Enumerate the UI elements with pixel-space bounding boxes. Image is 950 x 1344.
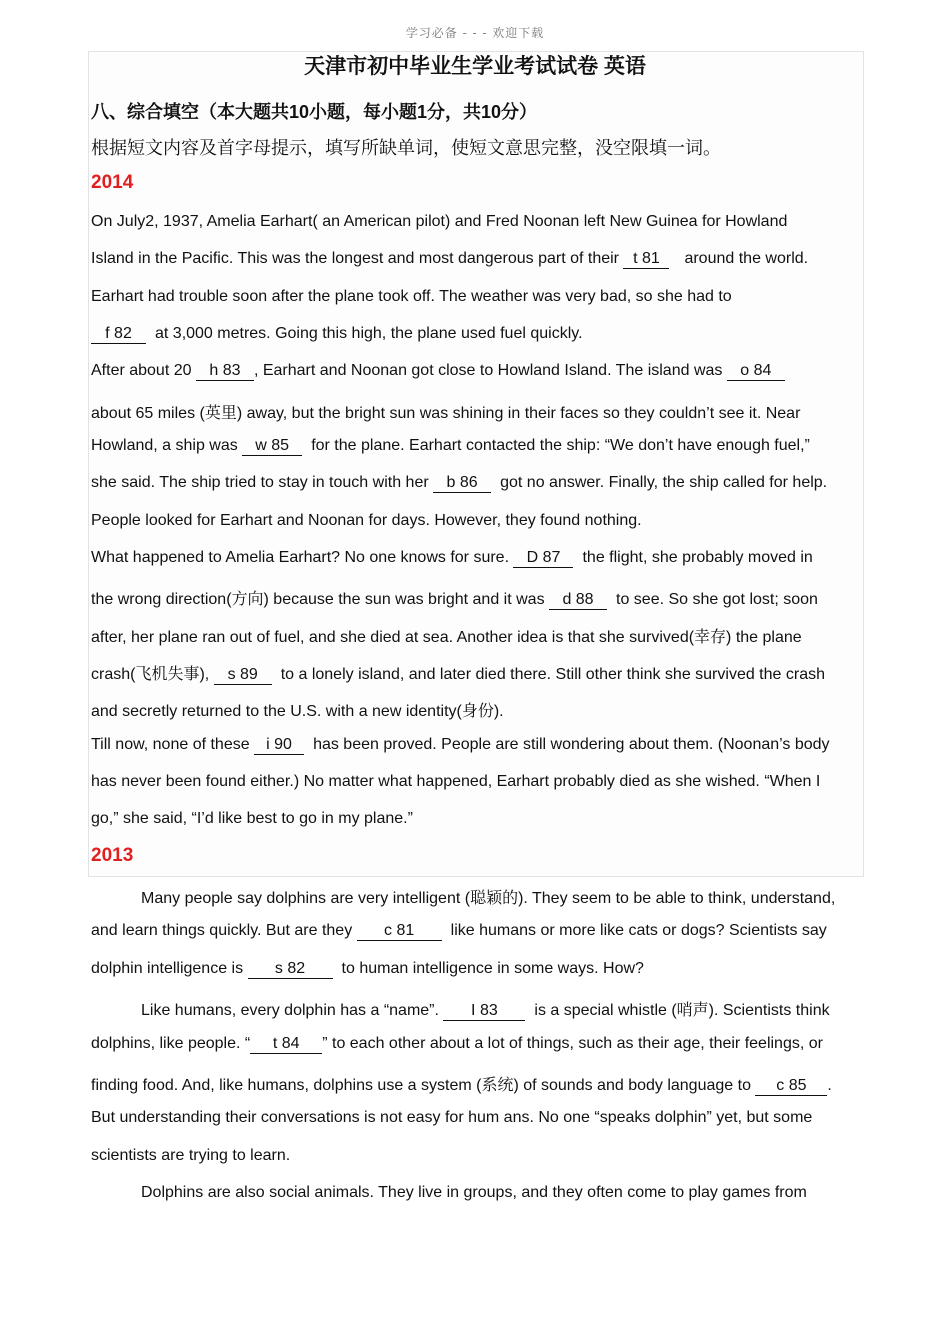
line-text: . bbox=[827, 1077, 832, 1094]
passage-line: Dolphins are also social animals. They live in groups, and they often come to play games from bbox=[141, 1184, 807, 1201]
line-text: has been proved. People are still wondering about them. (Noonan’s body bbox=[313, 736, 830, 753]
passage-line bbox=[91, 549, 813, 568]
passage-line: after, her plane ran out of fuel, and she died at sea. Another idea is that she survived(幸存) the plane bbox=[91, 629, 802, 646]
passage-line: On July2, 1937, Amelia Earhart( an American pilot) and Fred Noonan left New Guinea for Howland bbox=[91, 213, 788, 230]
answer-blank-81[interactable]: c 81 bbox=[357, 922, 442, 941]
line-text: the wrong direction(方向) because the sun was bright and it was bbox=[91, 591, 550, 608]
line-text: ” to each other about a lot of things, such as their age, their feelings, or bbox=[322, 1035, 823, 1052]
line-text: like humans or more like cats or dogs? Scientists say bbox=[450, 922, 827, 939]
line-text: Till now, none of these bbox=[91, 736, 255, 753]
page-title: 天津市初中毕业生学业考试试卷 英语 bbox=[304, 55, 646, 78]
line-text: dolphin intelligence is bbox=[91, 960, 248, 977]
answer-blank-85[interactable]: c 85 bbox=[755, 1077, 827, 1096]
passage-line: scientists are trying to learn. bbox=[91, 1147, 291, 1164]
line-text: for the plane. Earhart contacted the ship: “We don’t have enough fuel,” bbox=[311, 437, 810, 454]
answer-blank-88[interactable]: d 88 bbox=[549, 591, 607, 610]
line-text: to see. So she got lost; soon bbox=[616, 591, 818, 608]
passage-line bbox=[91, 1072, 832, 1096]
line-text: dolphins, like people. “ bbox=[91, 1035, 251, 1052]
passage-line bbox=[91, 736, 830, 755]
line-text: finding food. And, like humans, dolphins use a system (系统) of sounds and body language to bbox=[91, 1077, 756, 1094]
passage-line bbox=[91, 325, 583, 344]
passage-line: Earhart had trouble soon after the plane took off. The weather was very bad, so she had to bbox=[91, 288, 732, 305]
passage-line bbox=[91, 922, 827, 941]
passage-line: But understanding their conversations is not easy for hum ans. No one “speaks dolphin” yet, but some bbox=[91, 1109, 813, 1126]
answer-blank-81[interactable]: t 81 bbox=[623, 250, 669, 269]
year-2014-heading: 2014 bbox=[91, 172, 134, 193]
passage-line bbox=[91, 250, 808, 269]
line-text: got no answer. Finally, the ship called for help. bbox=[500, 474, 828, 491]
year-2013-heading: 2013 bbox=[91, 845, 134, 866]
instructions: 根据短文内容及首字母提示，填写所缺单词，使短文意思完整，没空限填一词。 bbox=[91, 138, 721, 159]
line-text: to human intelligence in some ways. How? bbox=[341, 960, 644, 977]
passage-line bbox=[91, 474, 827, 493]
answer-blank-85[interactable]: w 85 bbox=[242, 437, 302, 456]
line-text: she said. The ship tried to stay in touch with her bbox=[91, 474, 434, 491]
line-text: and learn things quickly. But are they bbox=[91, 922, 357, 939]
answer-blank-82[interactable]: s 82 bbox=[248, 960, 333, 979]
passage-line: go,” she said, “I’d like best to go in my plane.” bbox=[91, 810, 413, 827]
passage-line bbox=[91, 437, 810, 456]
section-heading: 八、综合填空（本大题共10小题，每小题1分，共10分） bbox=[91, 102, 538, 122]
answer-blank-84[interactable]: t 84 bbox=[250, 1035, 322, 1054]
answer-blank-87[interactable]: D 87 bbox=[513, 549, 573, 568]
passage-line: and secretly returned to the U.S. with a new identity(身份). bbox=[91, 703, 504, 720]
line-text: crash(飞机失事), bbox=[91, 666, 214, 683]
line-text: After about 20 bbox=[91, 362, 196, 379]
passage-line: People looked for Earhart and Noonan for days. However, they found nothing. bbox=[91, 512, 642, 529]
answer-blank-86[interactable]: b 86 bbox=[433, 474, 491, 493]
line-text: is a special whistle (哨声). Scientists think bbox=[534, 1002, 830, 1019]
passage-line bbox=[91, 586, 818, 610]
line-text: to a lonely island, and later died there. Still other think she survived the crash bbox=[280, 666, 825, 683]
answer-blank-89[interactable]: s 89 bbox=[214, 666, 272, 685]
line-text: Howland, a ship was bbox=[91, 437, 243, 454]
answer-blank-83[interactable]: I 83 bbox=[443, 1002, 525, 1021]
passage-line bbox=[91, 362, 785, 381]
line-text: at 3,000 metres. Going this high, the plane used fuel quickly. bbox=[155, 325, 583, 342]
passage-line: has never been found either.) No matter what happened, Earhart probably died as she wished. “When I bbox=[91, 773, 821, 790]
line-text: around the world. bbox=[684, 250, 809, 267]
answer-blank-83[interactable]: h 83 bbox=[196, 362, 254, 381]
answer-blank-84[interactable]: o 84 bbox=[727, 362, 785, 381]
passage-line bbox=[141, 997, 830, 1021]
passage-line: about 65 miles (英里) away, but the bright sun was shining in their faces so they couldn’t see it. Near bbox=[91, 405, 801, 422]
line-text: Island in the Pacific. This was the longest and most dangerous part of their bbox=[91, 250, 624, 267]
line-text: Like humans, every dolphin has a “name”. bbox=[141, 1002, 444, 1019]
answer-blank-82[interactable]: f 82 bbox=[91, 325, 146, 344]
page-watermark: 学习必备 - - - 欢迎下载 bbox=[405, 26, 545, 40]
passage-line bbox=[91, 1035, 823, 1054]
line-text: , Earhart and Noonan got close to Howland Island. The island was bbox=[253, 362, 727, 379]
passage-line: Many people say dolphins are very intelligent (聪颖的). They seem to be able to think, understand, bbox=[141, 890, 836, 907]
passage-line bbox=[91, 661, 825, 685]
answer-blank-90[interactable]: i 90 bbox=[254, 736, 304, 755]
passage-line bbox=[91, 960, 644, 979]
line-text: What happened to Amelia Earhart? No one knows for sure. bbox=[91, 549, 514, 566]
line-text: the flight, she probably moved in bbox=[582, 549, 813, 566]
